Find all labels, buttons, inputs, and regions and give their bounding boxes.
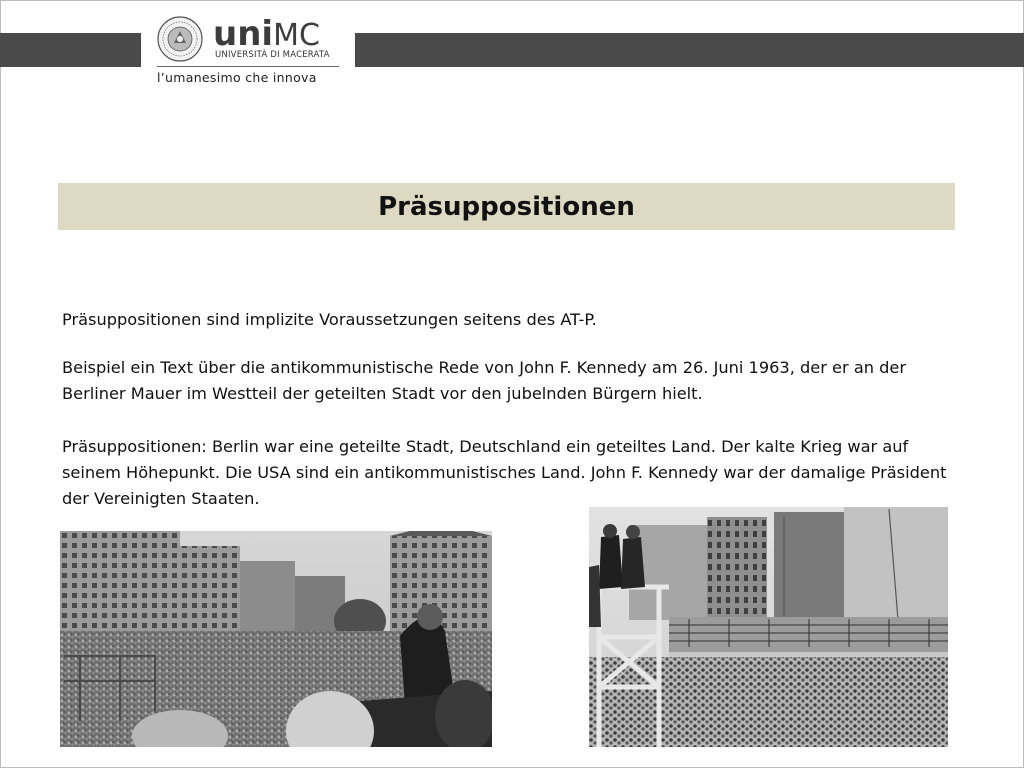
slide-title: Präsuppositionen: [378, 191, 635, 222]
paragraph-example: Beispiel ein Text über die antikommunistische Rede von John F. Kennedy am 26. Juni 1963, der er an der Berliner Mauer im Westteil der geteilten Stadt vor den jubelnden Bürgern hielt.: [62, 358, 907, 403]
university-logo: [141, 10, 355, 92]
berlin-wall-visit-photo: [589, 507, 948, 747]
logo-divider: [157, 66, 339, 67]
logo-wordmark-light: MC: [273, 18, 320, 53]
paragraph-presuppositions: Präsuppositionen: Berlin war eine geteilte Stadt, Deutschland ein geteiltes Land. Der kalte Krieg war auf seinem Höhepunkt. Die USA sind ein antikommunistisches Land. John F. Kennedy war der damalige Präsident der Vereinigten Staaten.: [62, 437, 947, 508]
title-band: [58, 183, 955, 230]
university-seal-icon: [157, 16, 203, 62]
logo-subname: UNIVERSITÀ DI MACERATA: [215, 50, 330, 60]
paragraph-definition: Präsuppositionen sind implizite Voraussetzungen seitens des AT-P.: [62, 310, 597, 329]
header-bar-left: [0, 33, 141, 67]
logo-tagline: l’umanesimo che innova: [157, 70, 317, 85]
header-bar-right: [355, 33, 1024, 67]
kennedy-speech-crowd-photo: [60, 531, 492, 747]
logo-wordmark-bold: uni: [213, 14, 274, 54]
